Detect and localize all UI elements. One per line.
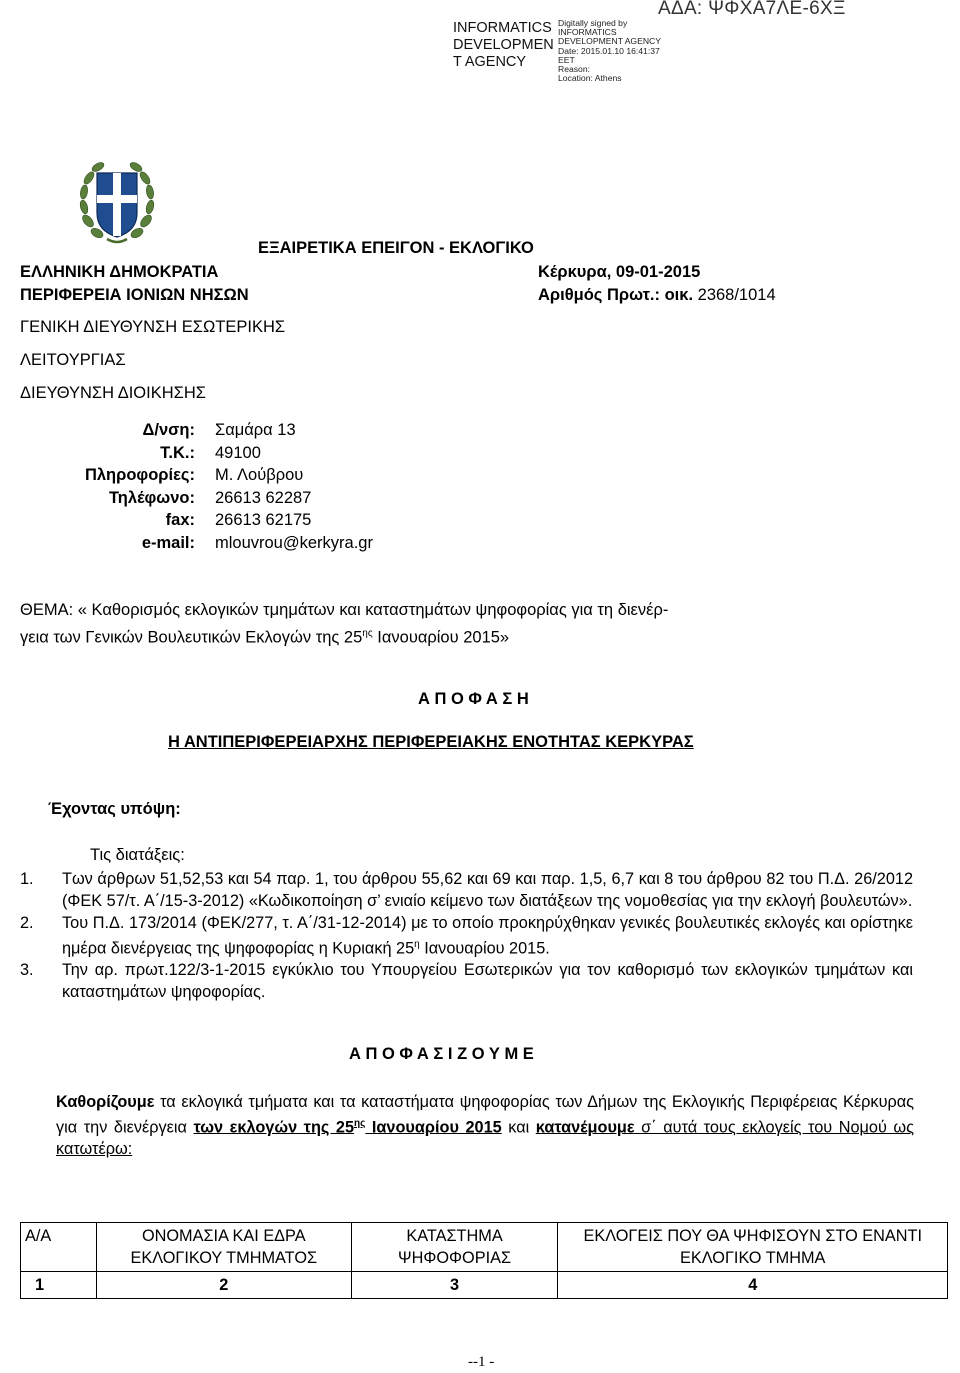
table-header-cell: Α/Α bbox=[21, 1223, 97, 1272]
list-item-sup: η bbox=[414, 939, 420, 950]
decide-underline-3: κατανέμουμε bbox=[535, 1118, 635, 1137]
decide-paragraph bbox=[56, 1091, 914, 1160]
polling-table bbox=[20, 1222, 948, 1299]
table-header-cell: ΕΚΛΟΓΕΙΣ ΠΟΥ ΘΑ ΨΗΦΙΣΟΥΝ ΣΤΟ ΕΝΑΝΤΙ ΕΚΛΟΓΙΚΟ ΤΜΗΜΑ bbox=[558, 1223, 948, 1272]
list-item bbox=[20, 959, 913, 1003]
header-general-directorate: ΓΕΝΙΚΗ ΔΙΕΥΘΥΝΣΗ ΕΣΩΤΕΡΙΚΗΣ bbox=[20, 318, 286, 336]
header-republic: ΕΛΛΗΝΙΚΗ ΔΗΜΟΚΡΑΤΙΑ bbox=[20, 263, 219, 281]
signature-line: INFORMATICS bbox=[558, 27, 617, 38]
list-item-number: 3. bbox=[20, 961, 34, 980]
subject bbox=[20, 598, 668, 650]
contact-value: Μ. Λούβρου bbox=[215, 466, 304, 485]
decide-bold: Καθορίζουμε bbox=[56, 1093, 155, 1111]
decide-sup: ης bbox=[354, 1118, 366, 1129]
contact-value: Σαμάρα 13 bbox=[215, 421, 296, 439]
table-header-row bbox=[21, 1223, 948, 1272]
ada-code: ΑΔΑ: ΨΦΧΑ7ΛΕ-6ΧΞ bbox=[658, 0, 846, 19]
provisions-list bbox=[20, 868, 913, 1003]
signature-agency: INFORMATICS DEVELOPMEN T AGENCY bbox=[453, 20, 554, 70]
authority-title: Η ΑΝΤΙΠΕΡΙΦΕΡΕΙΑΡΧΗΣ ΠΕΡΙΦΕΡΕΙΑΚΗΣ ΕΝΟΤΗΤΑΣ ΚΕΡΚΥΡΑΣ bbox=[168, 733, 694, 751]
list-item-tail: Ιανουαρίου 2015. bbox=[419, 939, 550, 958]
subject-sup: ης bbox=[362, 628, 373, 639]
signature-line: Date: 2015.01.10 16:41:37 bbox=[558, 45, 660, 56]
list-item-text: Την αρ. πρωτ.122/3-1-2015 εγκύκλιο του Υπουργείου Εσωτερικών για τον καθορισμό των εκλογικών τμημάτων και καταστημάτων ψηφοφορίας. bbox=[62, 961, 913, 1002]
header-operation: ΛΕΙΤΟΥΡΓΙΑΣ bbox=[20, 351, 126, 369]
list-item bbox=[20, 912, 913, 959]
signature-details bbox=[558, 19, 661, 83]
list-item-number: 2. bbox=[20, 914, 34, 932]
contact-label: Τηλέφωνο: bbox=[108, 488, 195, 507]
contact-value: 49100 bbox=[215, 443, 261, 462]
contact-label: Τ.Κ.: bbox=[160, 443, 195, 462]
table-number-row bbox=[21, 1272, 948, 1299]
table-number-cell: 4 bbox=[558, 1272, 948, 1299]
list-item-text: Των άρθρων 51,52,53 και 54 παρ. 1, του άρθρου 55,62 και 69 και παρ. 1,5, 6,7 και 8 του άρθρου 82 του Π.Δ. 26/2012 (ΦΕΚ 57/τ. Α΄/15-3-2012) «Κωδικοποίηση σ’ ενιαίο κείμενο των διατάξεων της νομοθεσίας για την εκλογή βουλευτών». bbox=[62, 870, 913, 910]
table-header-cell: ΚΑΤΑΣΤΗΜΑ ΨΗΦΟΦΟΡΙΑΣ bbox=[351, 1223, 558, 1272]
contact-label: Πληροφορίες: bbox=[84, 466, 195, 485]
decide-text: τα εκλογικά τμήματα και τα καταστήματα ψηφοφορίας των Δήμων της Εκλογικής Περιφέρειας Κέρκυρας για την διενέργεια bbox=[56, 1093, 914, 1137]
table-number-cell: 3 bbox=[351, 1272, 558, 1299]
contact-label: fax: bbox=[165, 511, 195, 530]
page-number: --1 - bbox=[468, 1354, 495, 1370]
signature-line: Location: Athens bbox=[558, 73, 622, 84]
signature-line: EET bbox=[558, 54, 575, 65]
list-item-text: Του Π.Δ. 173/2014 (ΦΕΚ/277, τ. Α΄/31-12-2014) με το οποίο προκηρύχθηκαν γενικές βουλευτικές εκλογές και ορίστηκε ημέρα διενέργειας της ψηφοφορίας η Κυριακή 25 bbox=[62, 914, 913, 958]
protocol bbox=[538, 286, 776, 305]
contact-value: 26613 62175 bbox=[215, 511, 312, 530]
decide-underline-1: των εκλογών της 25 bbox=[193, 1118, 355, 1137]
greek-coat-of-arms-icon bbox=[79, 159, 155, 245]
contact-value: mlouvrou@kerkyra.gr bbox=[215, 533, 373, 552]
place-date: Κέρκυρα, 09-01-2015 bbox=[538, 263, 701, 281]
table-header-cell: ΟΝΟΜΑΣΙΑ ΚΑΙ ΕΔΡΑ ΕΚΛΟΓΙΚΟΥ ΤΜΗΜΑΤΟΣ bbox=[96, 1223, 351, 1272]
urgent-notice: ΕΞΑΙΡΕΤΙΚΑ ΕΠΕΙΓΟΝ - ΕΚΛΟΓΙΚΟ bbox=[258, 239, 534, 257]
subject-text: γεια των Γενικών Βουλευτικών Εκλογών της 25 bbox=[20, 628, 363, 647]
decide-underline-2: Ιανουαρίου 2015 bbox=[365, 1118, 502, 1137]
signature-line: DEVELOPMENT AGENCY bbox=[558, 36, 661, 47]
decide-title: Α Π Ο Φ Α Σ Ι Ζ Ο Υ Μ Ε bbox=[349, 1045, 534, 1063]
provisions-heading: Τις διατάξεις: bbox=[90, 846, 185, 864]
header-directorate: ΔΙΕΥΘΥΝΣΗ ΔΙΟΙΚΗΣΗΣ bbox=[20, 384, 206, 402]
list-item bbox=[20, 868, 913, 912]
protocol-number: 2368/1014 bbox=[697, 286, 776, 304]
subject-text-end: Ιανουαρίου 2015» bbox=[372, 628, 510, 647]
considering-heading: Έχοντας υπόψη: bbox=[48, 800, 181, 818]
decision-title: Α Π Ο Φ Α Σ Η bbox=[418, 690, 529, 708]
header-region: ΠΕΡΙΦΕΡΕΙΑ ΙΟΝΙΩΝ ΝΗΣΩΝ bbox=[20, 286, 249, 304]
signature-line: Reason: bbox=[558, 64, 591, 75]
contact-value: 26613 62287 bbox=[215, 488, 312, 507]
subject-line-2 bbox=[20, 622, 668, 650]
table-number-cell: 2 bbox=[96, 1272, 351, 1299]
contact-label: Δ/νση: bbox=[142, 421, 195, 439]
decide-text-3: σ΄ αυτά τους εκλογείς του Νομού ως κατωτέρω: bbox=[56, 1118, 914, 1159]
signature-line: Digitally signed by bbox=[558, 18, 628, 28]
decide-text-2: και bbox=[501, 1118, 536, 1137]
list-item-number: 1. bbox=[20, 870, 34, 888]
table-number-cell: 1 bbox=[21, 1272, 97, 1299]
contact-label: e-mail: bbox=[141, 533, 195, 552]
protocol-label: Αριθμός Πρωτ.: οικ. bbox=[538, 286, 694, 304]
subject-line-1: ΘΕΜΑ: « Καθορισμός εκλογικών τμημάτων και καταστημάτων ψηφοφορίας για τη διενέρ- bbox=[20, 601, 669, 619]
